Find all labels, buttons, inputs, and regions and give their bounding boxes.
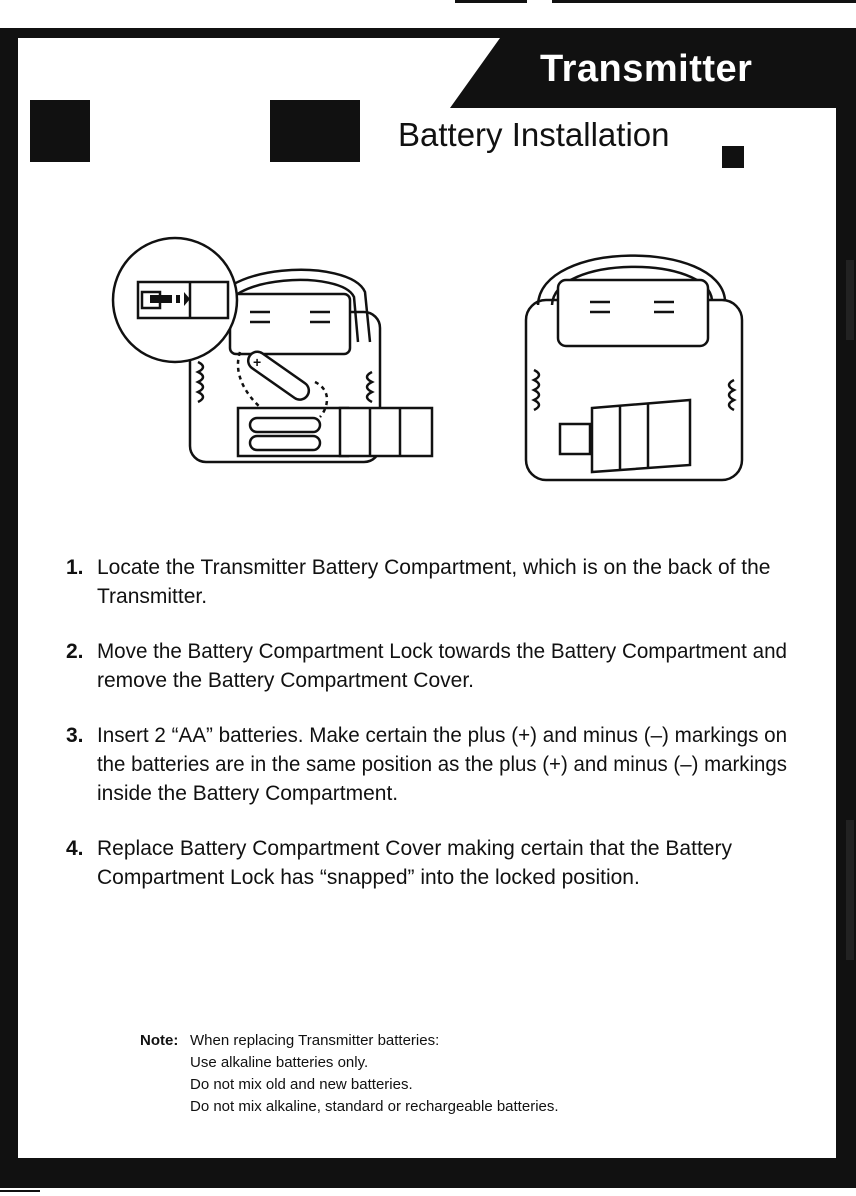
transmitter-open-illustration: [110, 232, 450, 472]
subtitle-block: [270, 100, 360, 162]
svg-text:+: +: [253, 354, 262, 370]
left-edge-block: [30, 100, 90, 162]
note-line: When replacing Transmitter batteries:: [190, 1032, 440, 1049]
step-line: inside the Battery Compartment.: [97, 782, 399, 805]
note-line: Do not mix old and new batteries.: [190, 1076, 413, 1093]
step-item: [66, 553, 786, 611]
note-line: Do not mix alkaline, standard or rechargeable batteries.: [190, 1098, 559, 1115]
step-line: the batteries are in the same position as the plus (+) and minus (–) markings: [97, 753, 787, 776]
page-subtitle: Battery Installation: [398, 116, 670, 153]
transmitter-closing-illustration: [520, 240, 760, 485]
step-number: 2.: [66, 640, 84, 663]
step-number: 3.: [66, 724, 84, 747]
step-line: Replace Battery Compartment Cover making certain that the Battery: [97, 837, 732, 860]
step-number: 1.: [66, 556, 84, 579]
step-item: [66, 637, 786, 695]
step-line: Locate the Transmitter Battery Compartment, which is on the back of the: [97, 556, 771, 579]
note-line: Use alkaline batteries only.: [190, 1054, 369, 1071]
step-number: 4.: [66, 837, 84, 860]
step-item: [66, 834, 786, 892]
instruction-steps: [66, 553, 786, 918]
top-rule-right: [552, 0, 856, 3]
step-line: Transmitter.: [97, 585, 208, 608]
step-line: Insert 2 “AA” batteries. Make certain the plus (+) and minus (–) markings on: [97, 724, 788, 747]
scan-edge-mark: [846, 820, 854, 960]
bottom-rule: [0, 1190, 40, 1192]
scan-edge-mark: [846, 260, 854, 340]
subtitle-end-square: [722, 146, 744, 168]
step-line: Compartment Lock has “snapped” into the locked position.: [97, 866, 640, 889]
step-item: [66, 721, 786, 808]
section-tab-title: Transmitter: [540, 48, 753, 90]
step-line: Move the Battery Compartment Lock towards the Battery Compartment and: [97, 640, 788, 663]
step-line: remove the Battery Compartment Cover.: [97, 669, 474, 692]
top-rule-left: [455, 0, 527, 3]
note-label: Note:: [140, 1032, 179, 1049]
